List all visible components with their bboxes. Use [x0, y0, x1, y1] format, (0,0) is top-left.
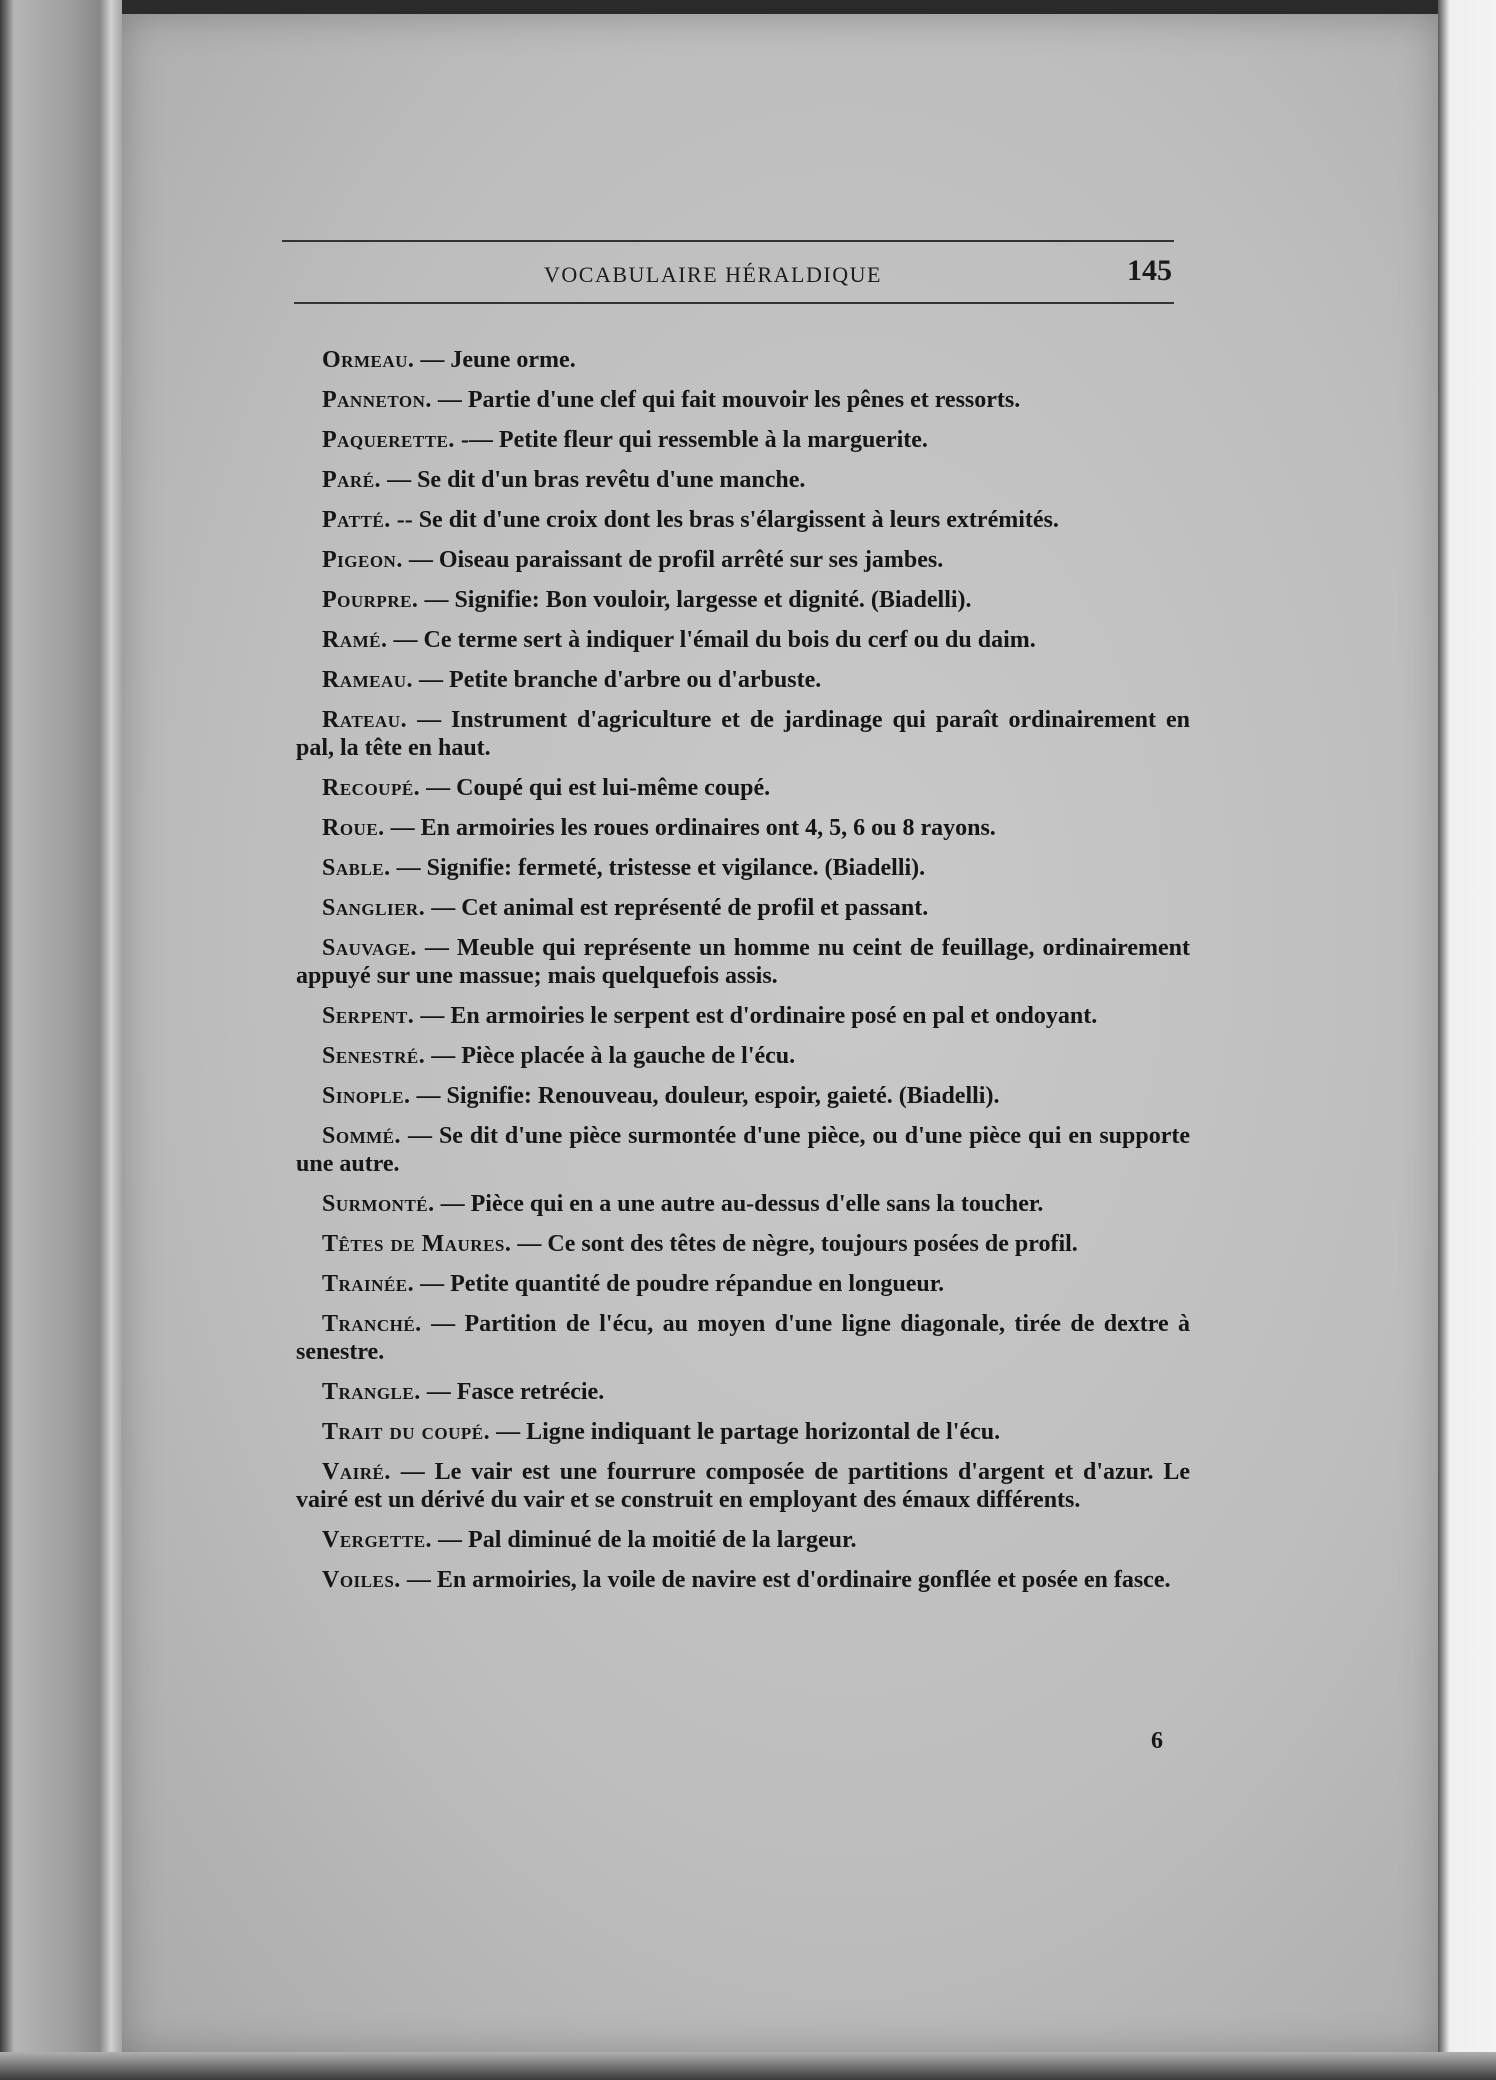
entry-term: Rameau. [322, 667, 414, 693]
cover-edge [100, 0, 122, 2080]
entry-definition: — Jeune orme. [414, 347, 576, 373]
glossary-entry [296, 666, 1190, 694]
entry-term: Trait du coupé. [322, 1419, 491, 1445]
glossary-entry [296, 1270, 1190, 1298]
glossary-entry [296, 1002, 1190, 1030]
glossary-entry [296, 1310, 1190, 1366]
entry-term: Serpent. [322, 1003, 415, 1029]
entry-definition: — Se dit d'une pièce surmontée d'une pièce, ou d'une pièce qui en supporte une autre. [296, 1123, 1190, 1177]
entry-list [296, 346, 1190, 1606]
glossary-entry [296, 586, 1190, 614]
entry-term: Pourpre. [322, 587, 419, 613]
entry-term: Patté. [322, 507, 391, 533]
entry-definition: — Signifie: Bon vouloir, largesse et dignité. (Biadelli). [418, 587, 972, 613]
entry-term: Paré. [322, 467, 382, 493]
entry-definition: — En armoiries les roues ordinaires ont 4, 5, 6 ou 8 rayons. [384, 815, 996, 841]
glossary-entry [296, 894, 1190, 922]
entry-term: Vergette. [322, 1527, 433, 1553]
entry-term: Rateau. [322, 707, 408, 733]
entry-term: Sauvage. [322, 935, 417, 961]
glossary-entry [296, 1526, 1190, 1554]
glossary-entry [296, 506, 1190, 534]
entry-term: Ormeau. [322, 347, 415, 373]
entry-definition: — Ce terme sert à indiquer l'émail du bois du cerf ou du daim. [387, 627, 1036, 653]
glossary-entry [296, 426, 1190, 454]
glossary-entry [296, 346, 1190, 374]
entry-definition: — Instrument d'agriculture et de jardinage qui paraît ordinairement en pal, la tête en haut. [296, 707, 1190, 761]
entry-definition: — Signifie: Renouveau, douleur, espoir, gaieté. (Biadelli). [410, 1083, 1000, 1109]
entry-term: Voiles. [322, 1567, 401, 1593]
entry-term: Vairé. [322, 1459, 391, 1485]
entry-definition: — Pièce qui en a une autre au-dessus d'elle sans la toucher. [434, 1191, 1044, 1217]
entry-definition: — Signifie: fermeté, tristesse et vigilance. (Biadelli). [390, 855, 926, 881]
scan-margin [1438, 0, 1496, 2080]
entry-term: Têtes de Maures. [322, 1231, 512, 1257]
scan-bottom-edge [0, 2052, 1496, 2080]
entry-definition: — Cet animal est représenté de profil et passant. [425, 895, 929, 921]
entry-definition: — Partie d'une clef qui fait mouvoir les pênes et ressorts. [431, 387, 1021, 413]
glossary-entry [296, 1122, 1190, 1178]
glossary-entry [296, 1418, 1190, 1446]
entry-term: Sable. [322, 855, 391, 881]
page-number: 145 [1127, 254, 1172, 287]
entry-definition: — Pal diminué de la moitié de la largeur. [432, 1527, 857, 1553]
entry-term: Trangle. [322, 1379, 421, 1405]
entry-term: Trainée. [322, 1271, 415, 1297]
glossary-entry [296, 706, 1190, 762]
entry-definition: — En armoiries, la voile de navire est d'ordinaire gonflée et posée en fasce. [400, 1567, 1171, 1593]
entry-term: Sommé. [322, 1123, 402, 1149]
glossary-entry [296, 466, 1190, 494]
entry-definition: — Pièce placée à la gauche de l'écu. [425, 1043, 796, 1069]
glossary-entry [296, 814, 1190, 842]
glossary-entry [296, 774, 1190, 802]
glossary-entry [296, 1378, 1190, 1406]
entry-term: Surmonté. [322, 1191, 435, 1217]
entry-definition: -- Se dit d'une croix dont les bras s'élargissent à leurs extrémités. [390, 507, 1059, 533]
entry-term: Sinople. [322, 1083, 411, 1109]
glossary-entry [296, 546, 1190, 574]
entry-definition: — Oiseau paraissant de profil arrêté sur ses jambes. [402, 547, 944, 573]
header-rule-top [282, 240, 1174, 242]
signature-mark: 6 [1151, 1728, 1163, 1754]
entry-definition: — Fasce retrécie. [420, 1379, 605, 1405]
entry-definition: — Se dit d'un bras revêtu d'une manche. [381, 467, 806, 493]
glossary-entry [296, 386, 1190, 414]
entry-definition: — En armoiries le serpent est d'ordinaire posé en pal et ondoyant. [414, 1003, 1098, 1029]
glossary-entry [296, 626, 1190, 654]
glossary-entry [296, 934, 1190, 990]
glossary-entry [296, 1042, 1190, 1070]
glossary-entry [296, 1082, 1190, 1110]
entry-term: Recoupé. [322, 775, 421, 801]
glossary-entry [296, 1230, 1190, 1258]
glossary-entry [296, 1458, 1190, 1514]
running-head: VOCABULAIRE HÉRALDIQUE [544, 262, 882, 287]
entry-definition: — Meuble qui représente un homme nu ceint de feuillage, ordinairement appuyé sur une massue; mais quelquefois assis. [296, 935, 1190, 989]
entry-definition: — Petite quantité de poudre répandue en longueur. [414, 1271, 945, 1297]
entry-definition: — Ligne indiquant le partage horizontal de l'écu. [490, 1419, 1001, 1445]
entry-term: Roue. [322, 815, 385, 841]
entry-definition: — Ce sont des têtes de nègre, toujours posées de profil. [511, 1231, 1078, 1257]
entry-definition: — Partition de l'écu, au moyen d'une ligne diagonale, tirée de dextre à senestre. [296, 1311, 1190, 1365]
entry-term: Pigeon. [322, 547, 403, 573]
glossary-entry [296, 854, 1190, 882]
entry-term: Ramé. [322, 627, 388, 653]
entry-term: Paquerette. [322, 427, 455, 453]
entry-term: Senestré. [322, 1043, 426, 1069]
entry-term: Sanglier. [322, 895, 426, 921]
entry-definition: — Le vair est une fourrure composée de partitions d'argent et d'azur. Le vairé est un dérivé du vair et se construit en employant des émaux différents. [296, 1459, 1190, 1513]
entry-term: Tranché. [322, 1311, 422, 1337]
glossary-entry [296, 1190, 1190, 1218]
entry-term: Panneton. [322, 387, 432, 413]
header-rule-bottom [294, 302, 1174, 304]
entry-definition: — Petite branche d'arbre ou d'arbuste. [413, 667, 822, 693]
entry-definition: — Coupé qui est lui-même coupé. [420, 775, 771, 801]
glossary-entry [296, 1566, 1190, 1594]
entry-definition: -— Petite fleur qui ressemble à la marguerite. [454, 427, 928, 453]
